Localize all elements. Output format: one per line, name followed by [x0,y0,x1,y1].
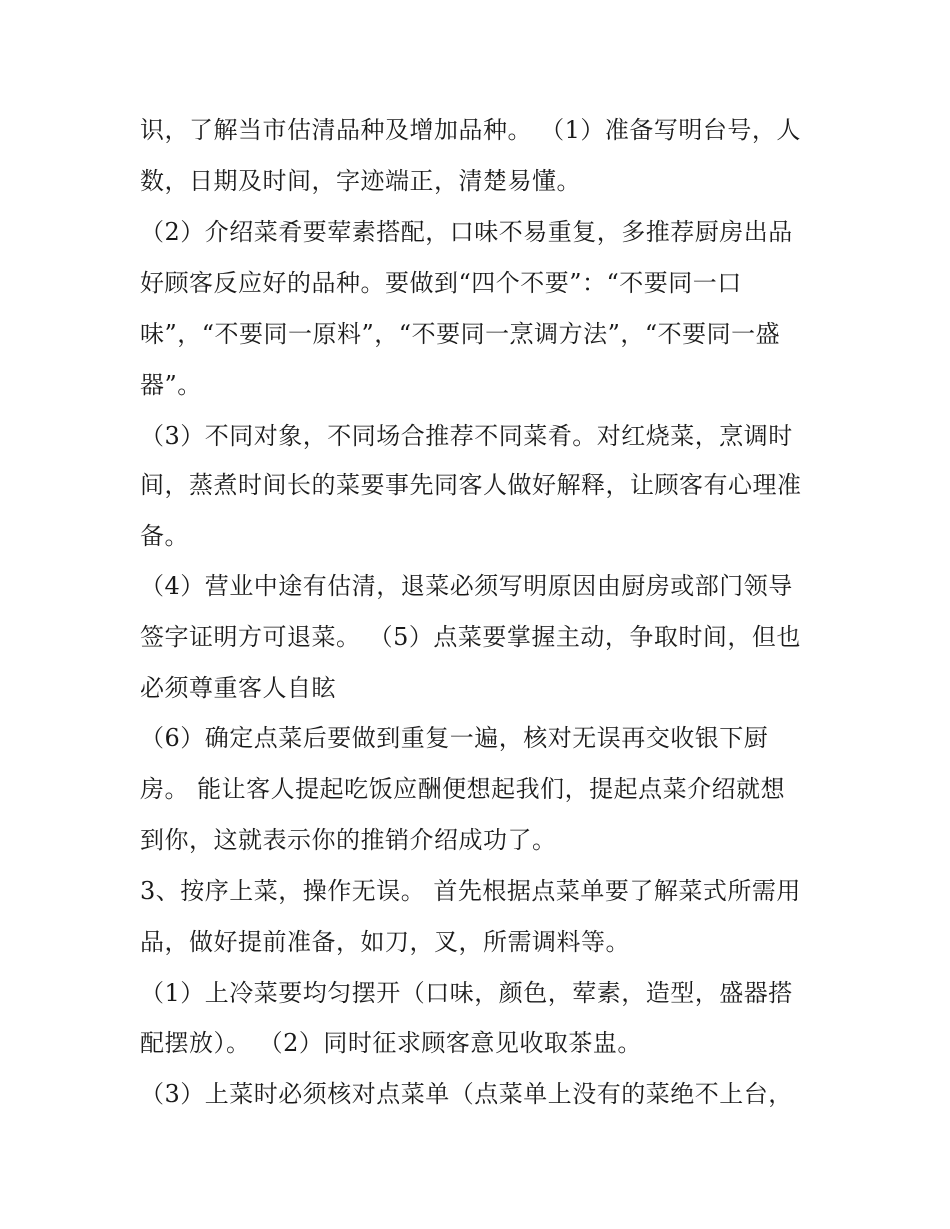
text-line: 间，蒸煮时间长的菜要事先同客人做好解释，让顾客有心理准 [140,471,802,499]
text-line: 品，做好提前准备，如刀，叉，所需调料等。 [140,928,630,956]
text-line: （3）上菜时必须核对点菜单（点菜单上没有的菜绝不上台， [140,1080,793,1108]
text-line: （4）营业中途有估清，退菜必须写明原因由厨房或部门领导 [140,572,793,600]
text-line: 器”。 [140,371,202,399]
text-line: （6）确定点菜后要做到重复一遍，核对无误再交收银下厨 [140,724,769,752]
text-line: 味”，“不要同一原料”，“不要同一烹调方法”，“不要同一盛 [140,320,781,348]
text-line: 配摆放）。 （2）同时征求顾客意见收取茶盅。 [140,1029,642,1057]
text-line: 识，了解当市估清品种及增加品种。 （1）准备写明台号，人 [140,116,801,144]
text-line: 好顾客反应好的品种。要做到“四个不要”：“不要同一口 [140,269,742,297]
text-line: （3）不同对象，不同场合推荐不同菜肴。对红烧菜，烹调时 [140,422,793,450]
text-line: 3、按序上菜，操作无误。 首先根据点菜单要了解菜式所需用 [140,877,801,905]
text-line: （2）介绍菜肴要荤素搭配，口味不易重复，多推荐厨房出品 [140,218,793,246]
text-line: 房。 能让客人提起吃饭应酬便想起我们，提起点菜介绍就想 [140,775,786,803]
text-line: 到你，这就表示你的推销介绍成功了。 [140,826,557,854]
text-line: （1）上冷菜要均匀摆开（口味，颜色，荤素，造型，盛器搭 [140,979,793,1007]
text-line: 数，日期及时间，字迹端正，清楚易懂。 [140,167,581,195]
text-line: 必须尊重客人自眩 [140,674,336,702]
text-line: 备。 [140,522,189,550]
text-line: 签字证明方可退菜。 （5）点菜要掌握主动，争取时间，但也 [140,623,801,651]
